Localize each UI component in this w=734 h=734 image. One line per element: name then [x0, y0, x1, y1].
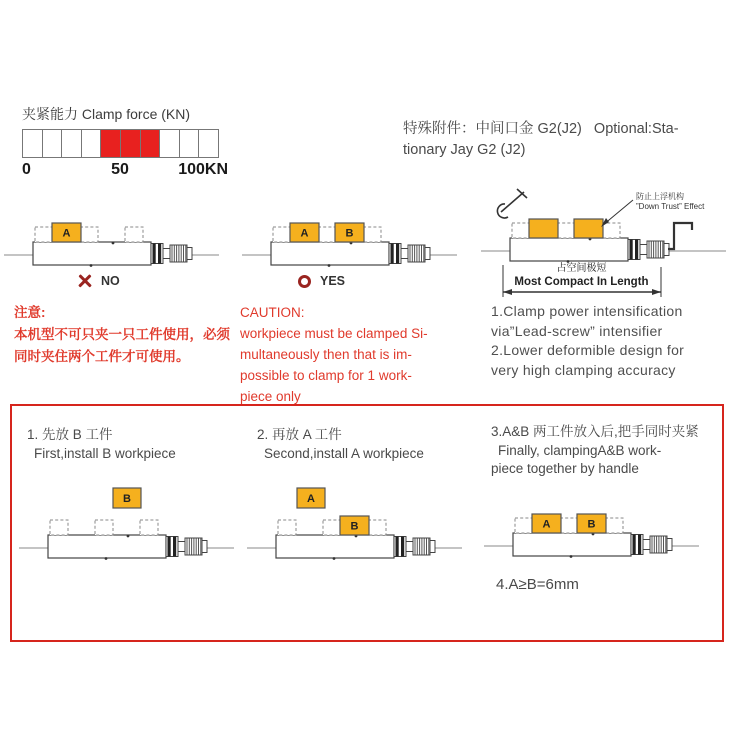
marker-yes [298, 274, 345, 288]
floating-workpiece-a-label: A [307, 493, 315, 506]
yes-label: YES [320, 274, 346, 288]
caution-line1: CAUTION: [240, 305, 305, 320]
step-3 [491, 423, 699, 479]
step1-en: First,install B workpiece [34, 446, 176, 461]
step2-en: Second,install A workpiece [264, 446, 424, 461]
optional-accessory-text [403, 119, 679, 160]
feature-list [491, 302, 684, 380]
diagram-step2-install-a [246, 484, 466, 584]
note-line2: 本机型不可只夹一只工件使用，必须 [14, 327, 230, 342]
jaw-outline [557, 223, 575, 238]
jaw-outline [363, 227, 381, 242]
chinese-warning-note [14, 302, 230, 368]
gauge-cell [121, 130, 141, 157]
clamp-handle-icon [497, 189, 527, 218]
size-note: 4.A≥B=6mm [496, 576, 579, 593]
jaw-outline [95, 520, 113, 535]
marker-no [78, 274, 120, 288]
gauge-cell [23, 130, 43, 157]
annotation-line2: ”Down Trust” Effect [636, 202, 705, 211]
clamp-force-title: 夹紧能力 Clamp force (KN) [22, 106, 191, 122]
jaw-outline [125, 227, 143, 242]
compact-length-dimension [500, 262, 663, 289]
gauge-tick-0: 0 [22, 161, 31, 178]
no-label: NO [101, 274, 120, 288]
caution-line5: piece only [240, 389, 301, 404]
workpiece-block-b-label: B [345, 227, 354, 240]
gauge-cell [101, 130, 121, 157]
diagram-step3-clamp-both [483, 482, 703, 582]
workpiece-block-b-label: B [587, 518, 596, 531]
gauge-cell [43, 130, 63, 157]
step-1 [27, 425, 176, 463]
jaw-outline [278, 520, 296, 535]
step3-en1: Finally, clampingA&B work- [498, 442, 662, 458]
gauge-cell [160, 130, 180, 157]
feature-line2: via”Lead-screw” intensifier [491, 322, 663, 339]
gauge-cell [199, 130, 218, 157]
step3-cn: 3.A&B 两工件放入后,把手同时夹紧 [491, 424, 699, 439]
jaw-outline [368, 520, 386, 535]
vise-body [271, 242, 389, 265]
step-2 [257, 425, 424, 463]
jaw-outline [512, 223, 530, 238]
workpiece-block-right [574, 219, 603, 238]
vise-body [276, 535, 394, 558]
accessory-line2: tionary Jay G2 (J2) [403, 141, 526, 158]
note-line1: 注意: [14, 305, 46, 320]
jaw-outline [602, 223, 620, 238]
vise-body [48, 535, 166, 558]
jaw-outline [323, 520, 341, 535]
gauge-cell [82, 130, 102, 157]
crank-handle [668, 223, 692, 249]
jaw-outline [273, 227, 291, 242]
jaw-outline [80, 227, 98, 242]
dimension-line-en: Most Compact In Length [514, 276, 649, 288]
step3-en2: piece together by handle [491, 461, 639, 476]
floating-workpiece-b-label: B [123, 493, 131, 506]
jaw-outline [318, 227, 336, 242]
clamp-force-bar [22, 129, 219, 158]
caution-line2: workpiece must be clamped Si- [240, 326, 428, 341]
gauge-cell [62, 130, 82, 157]
down-trust-annotation [636, 192, 704, 212]
feature-line4: very high clamping accuracy [491, 361, 676, 378]
gauge-tick-100: 100KN [178, 161, 228, 178]
gauge-tick-50: 50 [111, 161, 129, 178]
diagram-two-workpieces-yes [241, 191, 461, 291]
workpiece-block-a-label: A [542, 518, 551, 531]
caution-line4: possible to clamp for 1 work- [240, 368, 412, 383]
step2-cn: 2. 再放 A 工件 [257, 427, 342, 442]
gauge-cell [180, 130, 200, 157]
workpiece-block-left [529, 219, 558, 238]
jaw-outline [140, 520, 158, 535]
accessory-line1: 特殊附件：中间口金 G2(J2) Optional:Sta- [403, 121, 679, 137]
workpiece-block-a-label: A [300, 227, 309, 240]
jaw-outline [515, 518, 533, 533]
feature-line1: 1.Clamp power intensification [491, 303, 683, 319]
cross-icon [78, 274, 92, 288]
jaw-outline [35, 227, 53, 242]
vise-body [33, 242, 151, 265]
caution-line3: multaneously then that is im- [240, 347, 412, 362]
jaw-outline [605, 518, 623, 533]
caution-text [240, 302, 428, 407]
circle-icon [298, 275, 311, 288]
diagram-step1-install-b [18, 484, 238, 584]
dimension-line-cn: 占空间极短 [556, 263, 607, 274]
gauge-cell [141, 130, 161, 157]
vise-body [510, 238, 628, 261]
feature-line3: 2.Lower deformible design for [491, 342, 685, 358]
workpiece-block-b-label: B [350, 520, 359, 533]
workpiece-block-a-label: A [62, 227, 71, 240]
vise-body [513, 533, 631, 556]
note-line3: 同时夹住两个工件才可使用。 [14, 349, 190, 364]
step1-cn: 1. 先放 B 工件 [27, 427, 113, 442]
jaw-outline [560, 518, 578, 533]
jaw-outline [50, 520, 68, 535]
annotation-line1: 防止上浮机构 [636, 192, 684, 201]
